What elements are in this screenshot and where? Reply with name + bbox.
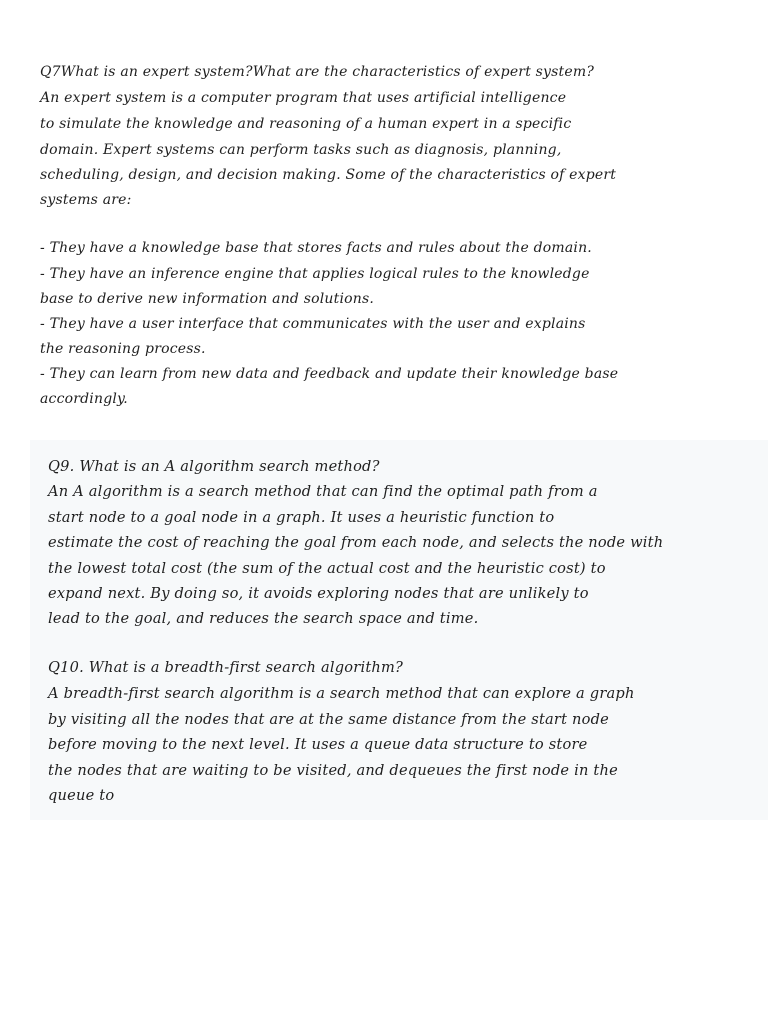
answer-line: estimate the cost of reaching the goal from each node, and selects the node with bbox=[48, 534, 664, 551]
answer-line: domain. Expert systems can perform tasks such as diagnosis, planning, bbox=[40, 142, 562, 158]
answer-line: lead to the goal, and reduces the search space and time. bbox=[48, 610, 479, 627]
answer-line: A breadth-first search algorithm is a search method that can explore a graph bbox=[48, 685, 635, 702]
answer-line: An expert system is a computer program that uses artificial intelligence bbox=[40, 90, 567, 106]
bullet-line: - They have a knowledge base that stores facts and rules about the domain. bbox=[40, 240, 592, 256]
answer-line: systems are: bbox=[40, 192, 132, 208]
answer-line: An A algorithm is a search method that can find the optimal path from a bbox=[48, 483, 598, 500]
answer-line: scheduling, design, and decision making. Some of the characteristics of expert bbox=[40, 167, 617, 183]
bullet-line: base to derive new information and solutions. bbox=[40, 291, 375, 307]
answer-line: the nodes that are waiting to be visited, and dequeues the first node in the bbox=[48, 762, 618, 779]
question-7: Q7What is an expert system?What are the characteristics of expert system? bbox=[40, 64, 595, 80]
answer-line: the lowest total cost (the sum of the actual cost and the heuristic cost) to bbox=[48, 560, 606, 577]
bullet-line: accordingly. bbox=[40, 391, 128, 407]
answer-line: before moving to the next level. It uses a queue data structure to store bbox=[48, 736, 588, 753]
search-algorithms-answers bbox=[30, 440, 768, 820]
bullet-line: - They can learn from new data and feedback and update their knowledge base bbox=[40, 366, 619, 382]
question-9: Q9. What is an A algorithm search method? bbox=[48, 458, 380, 475]
answer-line: queue to bbox=[48, 787, 115, 804]
bullet-line: the reasoning process. bbox=[40, 341, 206, 357]
question-10: Q10. What is a breadth-first search algorithm? bbox=[48, 659, 404, 676]
answer-line: to simulate the knowledge and reasoning of a human expert in a specific bbox=[40, 116, 572, 132]
answer-line: start node to a goal node in a graph. It uses a heuristic function to bbox=[48, 509, 555, 526]
bullet-line: - They have a user interface that communicates with the user and explains bbox=[40, 316, 586, 332]
expert-system-answer bbox=[0, 56, 768, 416]
bullet-line: - They have an inference engine that applies logical rules to the knowledge bbox=[40, 266, 590, 282]
answer-line: by visiting all the nodes that are at the same distance from the start node bbox=[48, 711, 609, 728]
answer-line: expand next. By doing so, it avoids exploring nodes that are unlikely to bbox=[48, 585, 589, 602]
